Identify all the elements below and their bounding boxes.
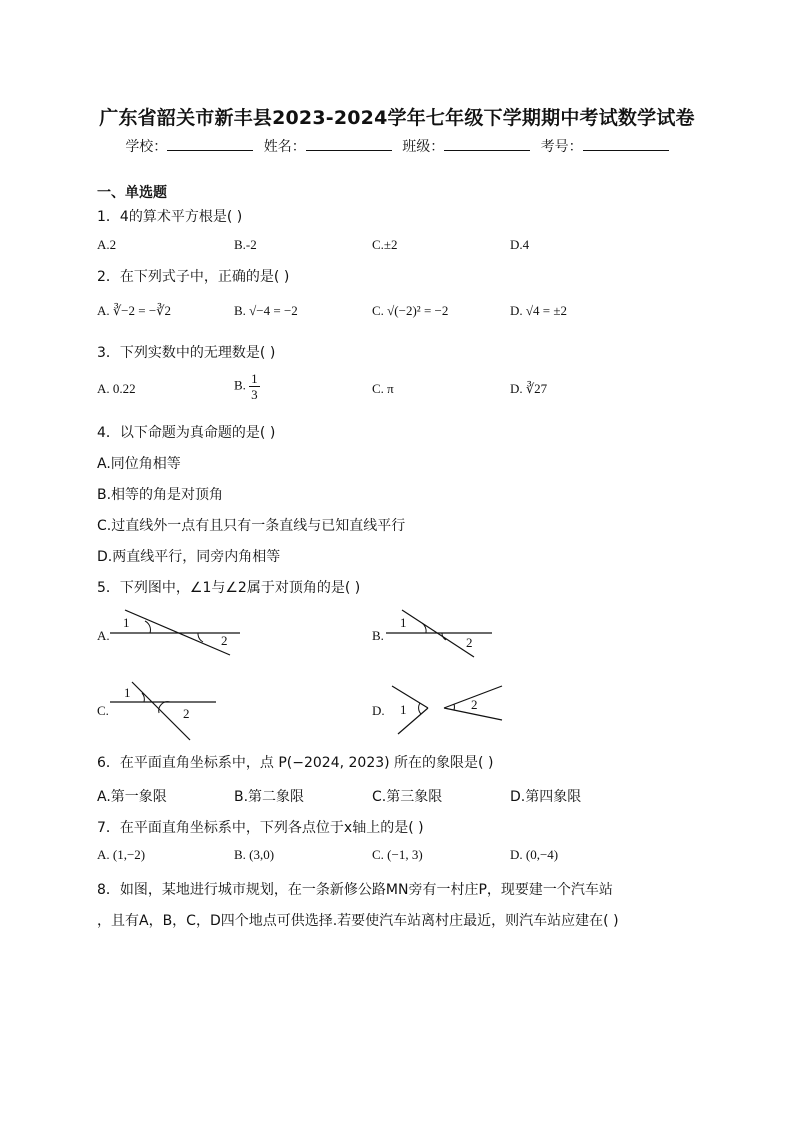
fig-c-label-1: 1	[124, 685, 131, 700]
q2-c-expr: √(−2)² = −2	[387, 303, 449, 318]
question-3-stem: 3．下列实数中的无理数是( )	[97, 345, 276, 361]
q6-option-a[interactable]: A.第一象限	[97, 789, 167, 805]
question-8-line-1: 8．如图，某地进行城市规划，在一条新修公路MN旁有一村庄P，现要建一个汽车站	[97, 882, 613, 898]
q3-option-d[interactable]	[510, 381, 547, 397]
q3-option-a[interactable]: A. 0.22	[97, 381, 136, 396]
fig-c-line-2	[132, 682, 190, 740]
q2-option-c[interactable]	[372, 303, 448, 319]
q5-option-a[interactable]: A.	[97, 628, 110, 643]
q3-b-denominator: 3	[251, 387, 258, 402]
q3-d-expr: ∛27	[525, 381, 548, 396]
q5-option-b[interactable]: B.	[372, 628, 384, 643]
q2-d-label: D.	[510, 303, 523, 318]
q2-option-a[interactable]	[97, 303, 171, 319]
q7-option-d[interactable]: D. (0,−4)	[510, 847, 559, 862]
q2-b-expr: √−4 = −2	[249, 303, 298, 318]
fig-c-label-2: 2	[183, 706, 190, 721]
question-5-stem: 5．下列图中，∠1与∠2属于对顶角的是( )	[97, 580, 361, 596]
number-label: 考号：	[540, 139, 583, 155]
fig-d-line-1	[392, 686, 428, 708]
number-blank[interactable]	[583, 138, 669, 151]
q1-option-b[interactable]: B.-2	[234, 237, 257, 252]
exam-title: 广东省韶关市新丰县2023-2024学年七年级下学期期中考试数学试卷	[99, 107, 695, 129]
section-heading: 一、单选题	[97, 185, 167, 201]
q3-b-label: B.	[234, 377, 246, 393]
fig-b-arc-1	[422, 623, 426, 633]
q7-option-c[interactable]: C. (−1, 3)	[372, 847, 423, 862]
q4-option-b[interactable]: B.相等的角是对顶角	[97, 487, 224, 503]
school-blank[interactable]	[167, 138, 253, 151]
q2-b-label: B.	[234, 303, 246, 318]
q1-option-c[interactable]: C.±2	[372, 237, 398, 252]
q5-option-c[interactable]: C.	[97, 703, 109, 718]
q5-figure-a	[110, 605, 250, 660]
q7-option-a[interactable]: A. (1,−2)	[97, 847, 146, 862]
question-6-stem: 6．在平面直角坐标系中，点 P(−2024, 2023) 所在的象限是( )	[97, 755, 494, 771]
question-1-stem: 1．4的算术平方根是( )	[97, 209, 243, 225]
question-8-line-2: ，且有A，B，C，D四个地点可供选择.若要使汽车站离村庄最近，则汽车站应建在( )	[97, 913, 619, 929]
fig-a-arc-2	[198, 633, 203, 642]
name-label: 姓名：	[263, 139, 306, 155]
fig-d-label-1: 1	[400, 702, 407, 717]
q2-a-label: A.	[97, 303, 110, 318]
q6-option-b[interactable]: B.第二象限	[234, 789, 305, 805]
fig-a-label-1: 1	[123, 615, 130, 630]
question-7-stem: 7．在平面直角坐标系中，下列各点位于x轴上的是( )	[97, 820, 424, 836]
q2-c-label: C.	[372, 303, 384, 318]
fig-b-label-2: 2	[466, 635, 473, 650]
q4-option-a[interactable]: A.同位角相等	[97, 456, 181, 472]
q6-option-d[interactable]: D.第四象限	[510, 789, 582, 805]
q5-figure-b	[386, 605, 496, 660]
q3-b-fraction	[249, 371, 260, 402]
q1-option-d[interactable]: D.4	[510, 237, 530, 252]
q7-option-b[interactable]: B. (3,0)	[234, 847, 275, 862]
class-label: 班级：	[402, 139, 445, 155]
class-blank[interactable]	[444, 138, 530, 151]
name-blank[interactable]	[306, 138, 392, 151]
q4-option-c[interactable]: C.过直线外一点有且只有一条直线与已知直线平行	[97, 518, 406, 534]
q3-b-numerator: 1	[251, 371, 258, 386]
student-info-row	[0, 136, 794, 156]
q5-option-d[interactable]: D.	[372, 703, 385, 718]
fig-a-label-2: 2	[221, 633, 228, 648]
q3-option-b[interactable]	[234, 371, 260, 402]
q3-option-c[interactable]: C. π	[372, 381, 394, 396]
question-2-stem: 2．在下列式子中，正确的是( )	[97, 269, 290, 285]
q2-d-expr: √4 = ±2	[525, 303, 567, 318]
school-label: 学校：	[125, 139, 168, 155]
fig-c-arc-2	[159, 702, 170, 713]
fig-d-label-2: 2	[471, 697, 478, 712]
q2-a-expr: ∛−2 = −∛2	[112, 303, 171, 318]
q2-option-d[interactable]	[510, 303, 567, 319]
fig-d-arc-1	[419, 703, 421, 714]
question-4-stem: 4．以下命题为真命题的是( )	[97, 425, 276, 441]
q4-option-d[interactable]: D.两直线平行，同旁内角相等	[97, 549, 281, 565]
q2-option-b[interactable]	[234, 303, 298, 319]
q6-option-c[interactable]: C.第三象限	[372, 789, 443, 805]
q3-d-label: D.	[510, 381, 523, 396]
fig-b-label-1: 1	[400, 615, 407, 630]
q1-option-a[interactable]: A.2	[97, 237, 117, 252]
fig-a-arc-1	[145, 621, 150, 633]
